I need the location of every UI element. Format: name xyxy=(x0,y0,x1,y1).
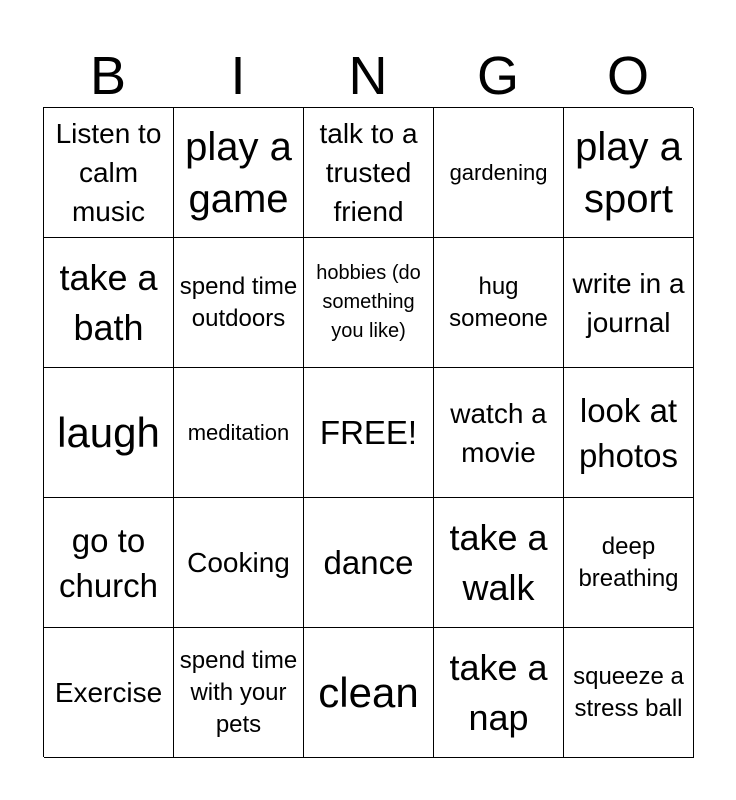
header-letter-n: N xyxy=(348,46,388,106)
bingo-cell[interactable] xyxy=(564,108,694,238)
bingo-cell[interactable] xyxy=(434,628,564,758)
cell-text: hug someone xyxy=(449,272,548,332)
bingo-cell[interactable] xyxy=(174,368,304,498)
cell-text: take a nap xyxy=(449,646,548,738)
cell-text: meditation xyxy=(187,419,290,445)
header-letter-o: O xyxy=(606,46,649,106)
cell-text: take a walk xyxy=(449,516,548,608)
bingo-cell free-space[interactable] xyxy=(304,368,434,498)
bingo-cell[interactable] xyxy=(564,498,694,628)
bingo-cell[interactable] xyxy=(304,498,434,628)
cell-text: talk to a trusted friend xyxy=(319,118,418,227)
cell-text: play a game xyxy=(185,124,292,221)
cell-text: hobbies (do something you like) xyxy=(316,262,421,342)
cell-text: Exercise xyxy=(54,677,163,708)
cell-text: Cooking xyxy=(187,547,290,578)
bingo-cell[interactable] xyxy=(304,108,434,238)
cell-text: Listen to calm music xyxy=(55,118,162,227)
bingo-cell[interactable] xyxy=(174,498,304,628)
bingo-cell[interactable] xyxy=(44,498,174,628)
header-letter-b: B xyxy=(89,46,127,106)
bingo-cell[interactable] xyxy=(44,628,174,758)
cell-text: look at photos xyxy=(578,391,679,474)
cell-text: take a bath xyxy=(59,256,158,348)
cell-text: squeeze a stress ball xyxy=(573,662,684,722)
header-letter-i: I xyxy=(230,46,246,106)
cell-text: write in a journal xyxy=(572,267,685,338)
bingo-cell[interactable] xyxy=(434,498,564,628)
bingo-cell[interactable] xyxy=(44,108,174,238)
header-letter-g: G xyxy=(476,46,519,106)
cell-text: go to church xyxy=(58,521,159,604)
cell-text: spend time with your pets xyxy=(179,646,298,738)
cell-text: clean xyxy=(318,668,419,716)
cell-text: watch a movie xyxy=(450,397,547,468)
bingo-cell[interactable] xyxy=(174,108,304,238)
bingo-cell[interactable] xyxy=(304,238,434,368)
bingo-cell[interactable] xyxy=(434,368,564,498)
cell-text: spend time outdoors xyxy=(179,272,298,332)
cell-text: laugh xyxy=(57,408,160,456)
bingo-cell[interactable] xyxy=(434,238,564,368)
bingo-cell[interactable] xyxy=(44,368,174,498)
cell-text: play a sport xyxy=(575,124,682,221)
bingo-cell[interactable] xyxy=(564,238,694,368)
bingo-cell[interactable] xyxy=(174,628,304,758)
bingo-cell[interactable] xyxy=(564,368,694,498)
bingo-cell[interactable] xyxy=(304,628,434,758)
cell-text: gardening xyxy=(449,159,548,185)
bingo-cell[interactable] xyxy=(564,628,694,758)
cell-text: deep breathing xyxy=(578,532,679,592)
bingo-cell[interactable] xyxy=(174,238,304,368)
cell-text: FREE! xyxy=(319,414,418,451)
bingo-cell[interactable] xyxy=(44,238,174,368)
cell-text: dance xyxy=(323,544,414,581)
bingo-header xyxy=(43,44,693,108)
bingo-cell[interactable] xyxy=(434,108,564,238)
bingo-card-grid xyxy=(43,107,693,757)
